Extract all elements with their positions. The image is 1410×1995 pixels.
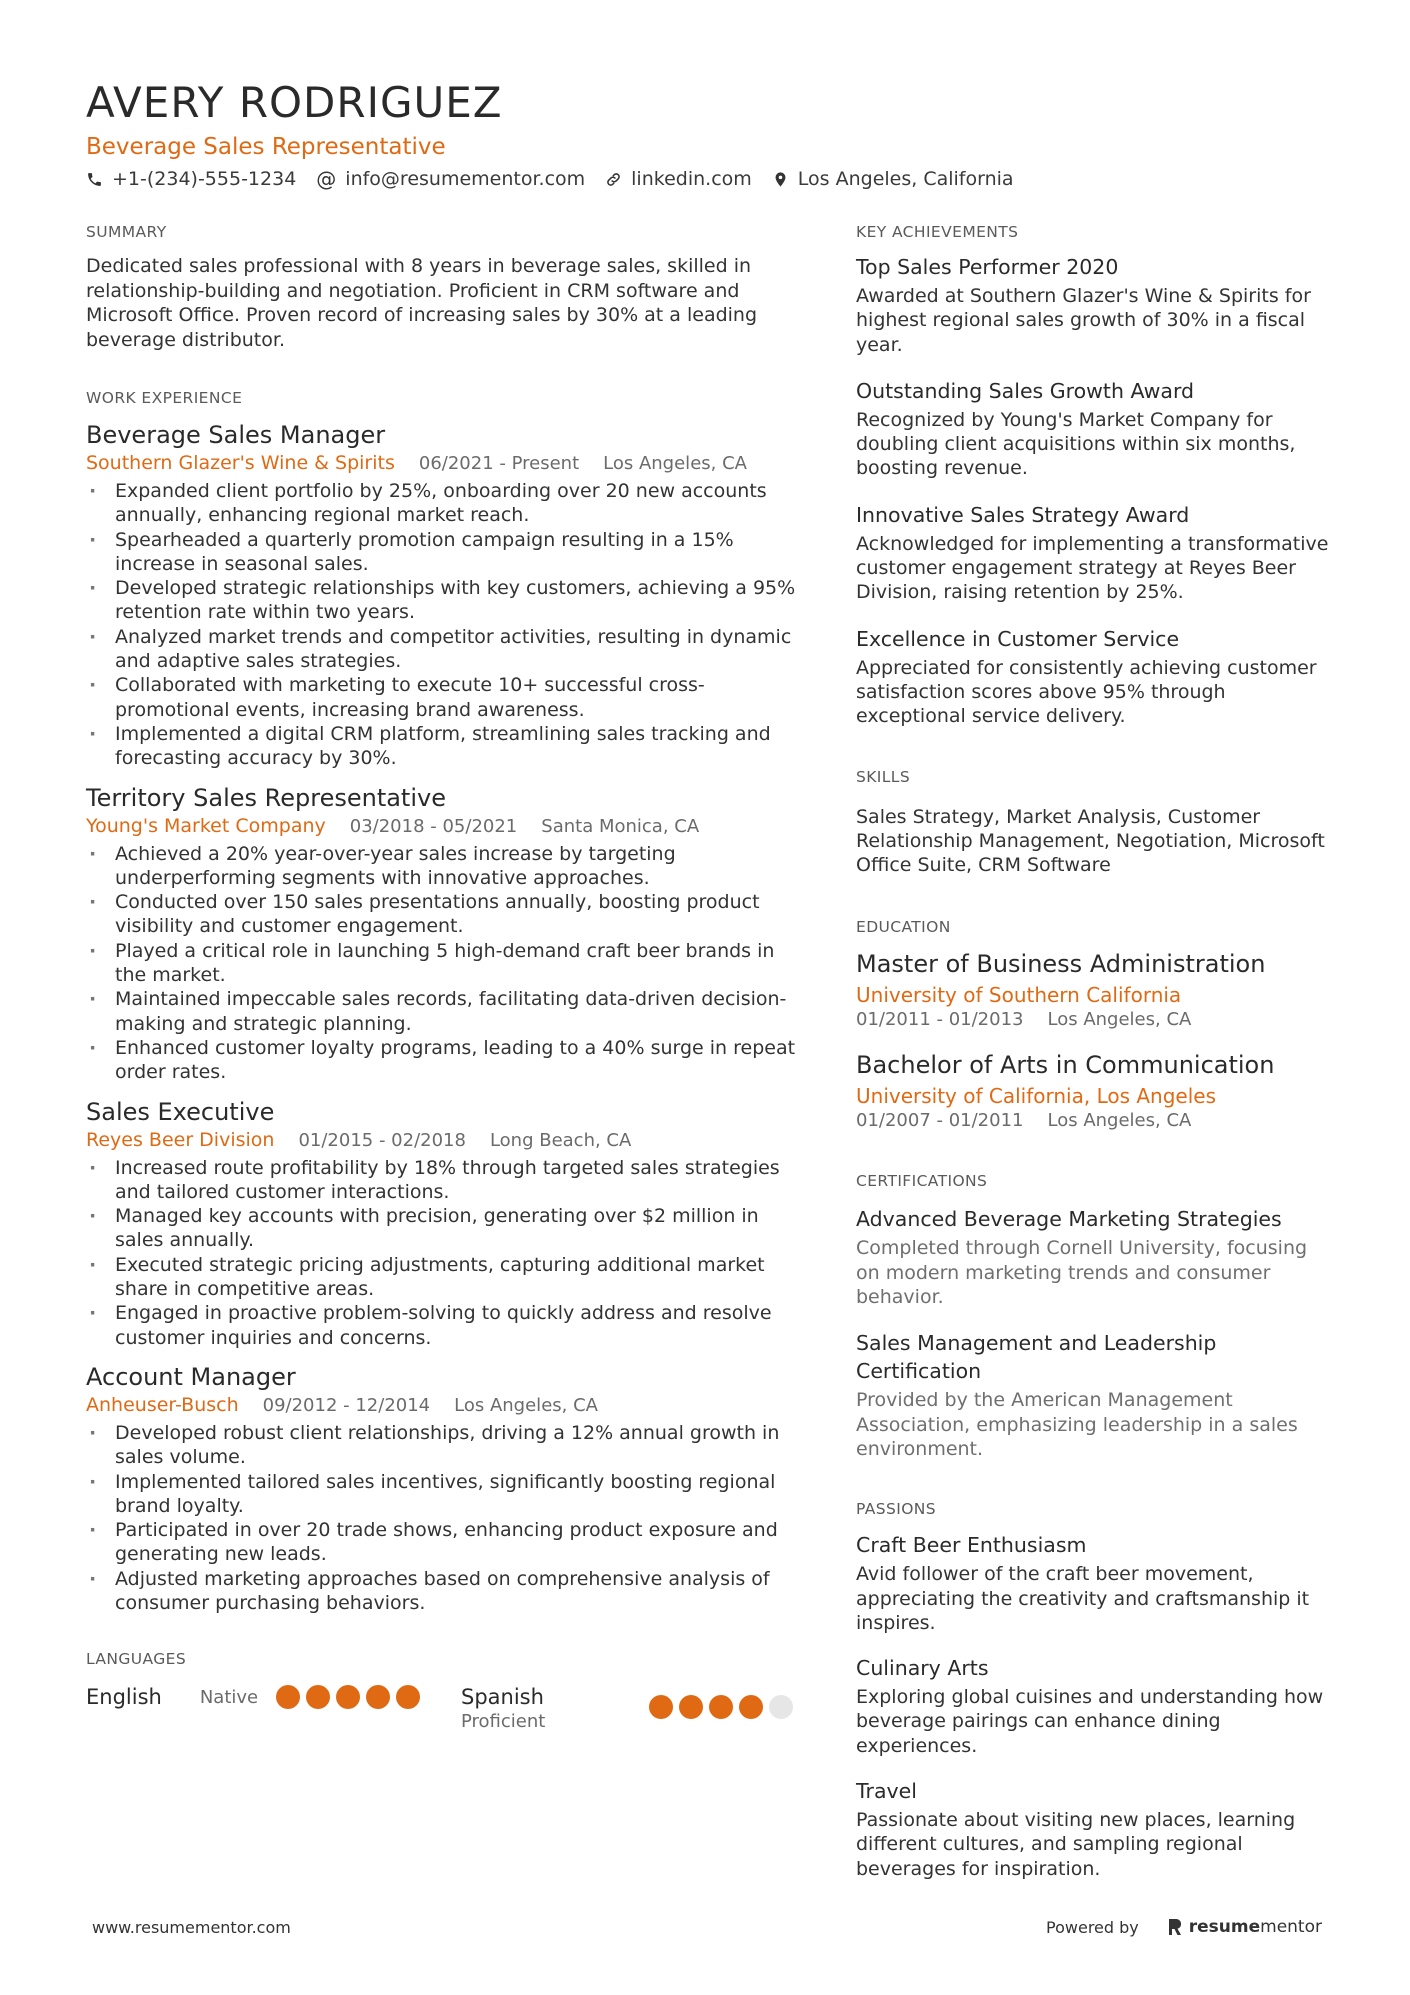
job-dates: 09/2012 - 12/2014 bbox=[262, 1394, 431, 1416]
education-school: University of Southern California bbox=[856, 983, 1182, 1008]
achievements-item-title: Innovative Sales Strategy Award bbox=[856, 502, 1190, 527]
achievements-list bbox=[856, 253, 1336, 729]
rating-dot-filled bbox=[739, 1695, 763, 1719]
education-item bbox=[856, 1050, 1336, 1133]
left-column bbox=[86, 222, 806, 1732]
job-bullet: · Spearheaded a quarterly promotion campaign resulting in a 15% increase in seasonal sales. bbox=[86, 528, 806, 577]
job-bullet: · Conducted over 150 sales presentations annually, boosting product visibility and customer engagement. bbox=[86, 890, 806, 939]
contact-location bbox=[772, 168, 1014, 190]
certifications-item-title: Sales Management and Leadership Certification bbox=[856, 1331, 1217, 1384]
language-item bbox=[461, 1683, 796, 1732]
job-company: Young's Market Company bbox=[86, 814, 326, 837]
passions-item-title: Culinary Arts bbox=[856, 1656, 989, 1681]
certifications-item-desc: Completed through Cornell University, focusing on modern marketing trends and consumer behavior. bbox=[856, 1237, 1308, 1309]
achievements-item-desc: Recognized by Young's Market Company for doubling client acquisitions within six months, boosting revenue. bbox=[856, 408, 1296, 480]
resumementor-logo-icon bbox=[1167, 1918, 1183, 1936]
job-bullet: · Maintained impeccable sales records, facilitating data-driven decision-making and strategic planning. bbox=[86, 987, 806, 1036]
job-bullets bbox=[86, 1421, 806, 1615]
rating-dot-filled bbox=[679, 1695, 703, 1719]
job-location: Los Angeles, CA bbox=[454, 1394, 598, 1416]
job-dates: 01/2015 - 02/2018 bbox=[298, 1129, 466, 1151]
language-level: Proficient bbox=[461, 1711, 546, 1733]
rating-dot-filled bbox=[336, 1685, 360, 1709]
job-location: Los Angeles, CA bbox=[603, 453, 747, 474]
certifications-item-title: Advanced Beverage Marketing Strategies bbox=[856, 1207, 1282, 1232]
location-pin-icon bbox=[772, 171, 789, 188]
job-company: Reyes Beer Division bbox=[86, 1128, 275, 1151]
certifications-list bbox=[856, 1205, 1336, 1461]
link-icon bbox=[605, 171, 622, 188]
job-meta bbox=[86, 1127, 806, 1154]
summary-text: Dedicated sales professional with 8 years in beverage sales, skilled in relationship-building and negotiation. Proficient in CRM software and Microsoft Office. Proven record of increasing sales by 30% at a leading beverage distributor. bbox=[86, 255, 758, 351]
candidate-name: AVERY RODRIGUEZ bbox=[86, 78, 503, 127]
passions-item-desc: Avid follower of the craft beer movement, appreciating the creativity and craftsmanship it inspires. bbox=[856, 1563, 1310, 1634]
page-footer bbox=[92, 1917, 1322, 1937]
education-location: Los Angeles, CA bbox=[1047, 1110, 1192, 1132]
job-bullets bbox=[86, 842, 806, 1085]
education-degree: Master of Business Administration bbox=[856, 950, 1266, 979]
location-text: Los Angeles, California bbox=[797, 168, 1014, 190]
job-bullet: · Achieved a 20% year-over-year sales increase by targeting underperforming segments with innovative approaches. bbox=[86, 842, 806, 891]
powered-by bbox=[1046, 1917, 1322, 1937]
achievements-item bbox=[856, 625, 1336, 729]
language-level: Native bbox=[199, 1686, 259, 1708]
education-location: Los Angeles, CA bbox=[1047, 1009, 1192, 1031]
certifications-heading: CERTIFICATIONS bbox=[856, 1172, 988, 1191]
job-bullet: · Implemented a digital CRM platform, streamlining sales tracking and forecasting accuracy by 30%. bbox=[86, 722, 806, 771]
job-location: Santa Monica, CA bbox=[541, 815, 700, 837]
job-dates: 03/2018 - 05/2021 bbox=[349, 815, 518, 837]
job-entry bbox=[86, 1097, 806, 1350]
passions-item-title: Travel bbox=[856, 1779, 917, 1804]
job-entry bbox=[86, 1362, 806, 1615]
job-location: Long Beach, CA bbox=[489, 1129, 632, 1151]
achievements-item-desc: Acknowledged for implementing a transformative customer engagement strategy at Reyes Beer Division, raising retention by 25%. bbox=[856, 532, 1329, 604]
powered-by-label: Powered by bbox=[1046, 1917, 1139, 1937]
skills-text: Sales Strategy, Market Analysis, Customer Relationship Management, Negotiation, Microsoft Office Suite, CRM Software bbox=[856, 805, 1325, 877]
job-title: Account Manager bbox=[86, 1362, 296, 1391]
summary-heading: SUMMARY bbox=[86, 223, 167, 241]
footer-url[interactable]: www.resumementor.com bbox=[92, 1917, 291, 1937]
achievements-heading: KEY ACHIEVEMENTS bbox=[856, 223, 1019, 241]
experience-heading: WORK EXPERIENCE bbox=[86, 389, 243, 407]
achievements-item-title: Outstanding Sales Growth Award bbox=[856, 378, 1195, 403]
job-company: Anheuser-Busch bbox=[86, 1393, 239, 1416]
contact-linkedin[interactable] bbox=[605, 168, 752, 190]
resume-header bbox=[86, 78, 1336, 190]
language-text bbox=[461, 1683, 651, 1732]
job-meta bbox=[86, 813, 806, 840]
education-degree: Bachelor of Arts in Communication bbox=[856, 1051, 1275, 1080]
job-bullet: · Adjusted marketing approaches based on comprehensive analysis of consumer purchasing behaviors. bbox=[86, 1567, 806, 1616]
job-bullet: · Managed key accounts with precision, generating over $2 million in sales annually. bbox=[86, 1204, 806, 1253]
job-bullet: · Executed strategic pricing adjustments, capturing additional market share in competitive areas. bbox=[86, 1253, 806, 1302]
candidate-role: Beverage Sales Representative bbox=[86, 134, 446, 160]
job-bullet: · Engaged in proactive problem-solving to quickly address and resolve customer inquiries and concerns. bbox=[86, 1301, 806, 1350]
skills-heading: SKILLS bbox=[856, 767, 911, 786]
job-bullet: · Developed strategic relationships with key customers, achieving a 95% retention rate within two years. bbox=[86, 576, 806, 625]
language-name: Spanish bbox=[461, 1685, 544, 1710]
passions-item-desc: Exploring global cuisines and understanding how beverage pairings can enhance dining experiences. bbox=[856, 1686, 1324, 1757]
job-company: Southern Glazer's Wine & Spirits bbox=[86, 452, 395, 474]
phone-text: +1-(234)-555-1234 bbox=[112, 168, 297, 190]
linkedin-text: linkedin.com bbox=[631, 168, 752, 190]
contact-bar bbox=[86, 168, 1336, 190]
job-bullet: · Expanded client portfolio by 25%, onboarding over 20 new accounts annually, enhancing regional market reach. bbox=[86, 479, 806, 528]
education-dates: 01/2007 - 01/2011 bbox=[856, 1110, 1024, 1132]
language-rating bbox=[649, 1695, 793, 1719]
job-title: Beverage Sales Manager bbox=[86, 421, 386, 449]
job-bullets bbox=[86, 1156, 806, 1350]
job-bullet: · Developed robust client relationships, driving a 12% annual growth in sales volume. bbox=[86, 1421, 806, 1470]
achievements-item bbox=[856, 501, 1336, 605]
job-bullet: · Enhanced customer loyalty programs, leading to a 40% surge in repeat order rates. bbox=[86, 1036, 806, 1085]
passions-item bbox=[856, 1531, 1336, 1635]
languages-list bbox=[86, 1683, 806, 1732]
rating-dot-filled bbox=[396, 1685, 420, 1709]
passions-item bbox=[856, 1654, 1336, 1758]
education-heading: EDUCATION bbox=[856, 918, 951, 937]
passions-item-desc: Passionate about visiting new places, learning different cultures, and sampling regional beverages for inspiration. bbox=[856, 1809, 1296, 1880]
job-bullet: · Increased route profitability by 18% through targeted sales strategies and tailored customer interactions. bbox=[86, 1156, 806, 1205]
passions-list bbox=[856, 1531, 1336, 1881]
job-meta bbox=[86, 1392, 806, 1419]
brand-bold: resume bbox=[1188, 1917, 1261, 1937]
phone-icon bbox=[86, 171, 103, 188]
rating-dot-filled bbox=[649, 1695, 673, 1719]
certifications-item bbox=[856, 1329, 1336, 1461]
achievements-item bbox=[856, 377, 1336, 481]
rating-dot-filled bbox=[709, 1695, 733, 1719]
job-meta bbox=[86, 450, 806, 477]
job-bullet: · Participated in over 20 trade shows, enhancing product exposure and generating new leads. bbox=[86, 1518, 806, 1567]
certifications-item bbox=[856, 1205, 1336, 1309]
job-entry bbox=[86, 420, 806, 771]
language-name: English bbox=[86, 1685, 162, 1710]
contact-email[interactable] bbox=[316, 168, 585, 190]
experience-list bbox=[86, 420, 806, 1615]
job-title: Territory Sales Representative bbox=[86, 783, 446, 812]
job-entry bbox=[86, 783, 806, 1085]
education-school: University of California, Los Angeles bbox=[856, 1084, 1217, 1109]
achievements-item-desc: Appreciated for consistently achieving customer satisfaction scores above 95% through exceptional service delivery. bbox=[856, 656, 1317, 728]
education-item bbox=[856, 949, 1336, 1032]
achievements-item bbox=[856, 253, 1336, 357]
achievements-item-title: Top Sales Performer 2020 bbox=[856, 255, 1119, 279]
education-meta bbox=[856, 1109, 1336, 1133]
job-bullets bbox=[86, 479, 806, 771]
language-rating bbox=[276, 1685, 420, 1709]
language-text bbox=[86, 1683, 276, 1711]
certifications-item-desc: Provided by the American Management Association, emphasizing leadership in a sales environment. bbox=[856, 1389, 1298, 1460]
rating-dot-empty bbox=[769, 1695, 793, 1719]
education-meta bbox=[856, 1008, 1336, 1032]
job-bullet: · Implemented tailored sales incentives, significantly boosting regional brand loyalty. bbox=[86, 1470, 806, 1519]
passions-item-title: Craft Beer Enthusiasm bbox=[856, 1533, 1087, 1558]
email-text: info@resumementor.com bbox=[345, 168, 586, 190]
contact-phone[interactable] bbox=[86, 168, 296, 190]
achievements-item-title: Excellence in Customer Service bbox=[856, 626, 1180, 651]
job-bullet: · Played a critical role in launching 5 high-demand craft beer brands in the market. bbox=[86, 939, 806, 988]
job-dates: 06/2021 - Present bbox=[418, 453, 580, 474]
job-bullet: · Analyzed market trends and competitor activities, resulting in dynamic and adaptive sales strategies. bbox=[86, 625, 806, 674]
at-icon: @ bbox=[316, 167, 337, 191]
passions-heading: PASSIONS bbox=[856, 1500, 937, 1519]
brand-logo bbox=[1167, 1917, 1322, 1937]
languages-heading: LANGUAGES bbox=[86, 1650, 187, 1669]
job-title: Sales Executive bbox=[86, 1097, 275, 1126]
education-dates: 01/2011 - 01/2013 bbox=[856, 1009, 1024, 1031]
brand-rest: mentor bbox=[1260, 1917, 1322, 1937]
rating-dot-filled bbox=[276, 1685, 300, 1709]
job-bullet: · Collaborated with marketing to execute 10+ successful cross-promotional events, increasing brand awareness. bbox=[86, 673, 806, 722]
passions-item bbox=[856, 1777, 1336, 1881]
rating-dot-filled bbox=[366, 1685, 390, 1709]
language-item bbox=[86, 1683, 461, 1711]
right-column bbox=[856, 222, 1336, 1881]
rating-dot-filled bbox=[306, 1685, 330, 1709]
achievements-item-desc: Awarded at Southern Glazer's Wine & Spirits for highest regional sales growth of 30% in a fiscal year. bbox=[856, 285, 1311, 356]
education-list bbox=[856, 949, 1336, 1133]
